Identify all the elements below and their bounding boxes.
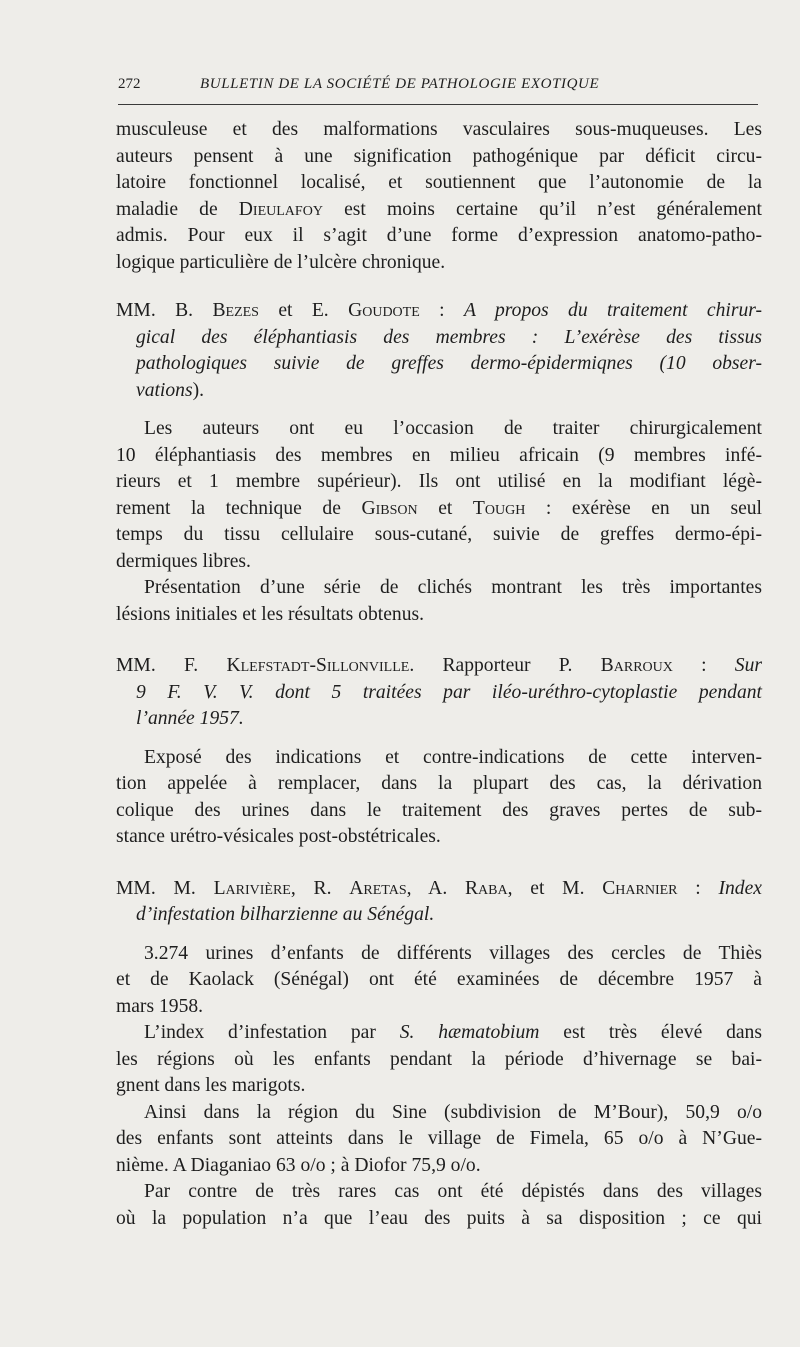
text-fragment: : exérèse en un seul (525, 497, 763, 519)
spacer (116, 404, 762, 416)
paragraph-bilharzia (116, 941, 762, 1233)
text-fragment: et E. (258, 300, 349, 321)
text-fragment: MM. M. (116, 877, 214, 899)
text-line: musculeuse et des malformations vasculaires sous-muqueuses. Les (116, 119, 762, 140)
entry-title-line: pathologiques suivie de greffes dermo-épidermiqnes (10 obser- (136, 353, 762, 374)
article-body (116, 117, 762, 1232)
text-line: latoire fonctionnel localisé, et soutiennent que l’autonomie de la (116, 172, 762, 193)
text-line: Ainsi dans la région du Sine (subdivision de M’Bour), 50,9 o/o (144, 1101, 762, 1123)
entry-heading-line (116, 298, 762, 325)
text-line: rieurs et 1 membre supérieur). Ils ont utilisé en la modifiant légè- (116, 471, 762, 492)
paragraph-indications (116, 745, 762, 851)
text-fragment: rement la technique de (116, 497, 362, 519)
spacer (116, 628, 762, 653)
spacer (116, 929, 762, 941)
text-fragment: , A. (406, 877, 465, 899)
text-line: des enfants sont atteints dans le village de Fimela, 65 o/o à N’Gue- (116, 1128, 762, 1149)
text-fragment: L’index d’infestation par (144, 1022, 400, 1043)
text-fragment: , et M. (507, 877, 603, 899)
text-line: Exposé des indications et contre-indications de cette interven- (144, 746, 762, 768)
author-name: Goudote (348, 300, 420, 321)
text-fragment: MM. F. (116, 655, 227, 676)
entry-heading-line (116, 653, 762, 680)
text-line: nième. A Diaganiao 63 o/o ; à Diofor 75,9 o/o. (116, 1154, 481, 1176)
text-fragment: : (677, 877, 719, 899)
entry-klefstadt (116, 653, 762, 733)
spacer (116, 733, 762, 745)
entry-title-line: d’infestation bilharzienne au Sénégal. (136, 904, 435, 925)
paragraph-elephantiasis (116, 416, 762, 628)
text-line (116, 1020, 762, 1047)
entry-title: vations (136, 379, 193, 401)
text-line: Les auteurs ont eu l’occasion de traiter chirurgicalement (144, 418, 762, 439)
text-fragment: . Rapporteur P. (409, 655, 601, 676)
entry-title: Sur (734, 655, 762, 676)
text-fragment: est moins certaine qu’il n’est généralement (322, 198, 762, 220)
text-fragment: ). (192, 379, 205, 401)
text-line: colique des urines dans le traitement des graves pertes de sub- (116, 799, 762, 821)
text-line: mars 1958. (116, 995, 204, 1017)
text-line: 10 éléphantiasis des membres en milieu africain (9 membres infé- (116, 444, 762, 466)
text-fragment: , R. (290, 877, 350, 899)
text-line: 3.274 urines d’enfants de différents villages des cercles de Thiès (144, 942, 762, 964)
author-name: Barroux (600, 655, 673, 676)
spacer (116, 276, 762, 298)
entry-title-line: 9 F. V. V. dont 5 traitées par iléo-uréthro-cytoplastie pendant (136, 681, 762, 703)
text-line: auteurs pensent à une signification pathogénique par déficit circu- (116, 145, 762, 167)
author-name: Larivière (213, 877, 291, 899)
author-name: Tough (472, 497, 526, 519)
text-line (116, 197, 762, 224)
text-line: logique particulière de l’ulcère chronique. (116, 251, 446, 273)
spacer (116, 851, 762, 876)
entry-title: Index (718, 877, 762, 899)
text-line: et de Kaolack (Sénégal) ont été examinées de décembre 1957 à (116, 969, 762, 990)
entry-bezes-goudote (116, 298, 762, 404)
header-rule (118, 104, 758, 105)
paragraph-malformations (116, 117, 762, 276)
author-name: Raba (464, 877, 508, 899)
running-title: BULLETIN DE LA SOCIÉTÉ DE PATHOLOGIE EXOTIQUE (200, 76, 600, 92)
text-line: Par contre de très rares cas ont été dépistés dans des villages (144, 1181, 762, 1202)
page-number: 272 (118, 76, 141, 92)
text-line: admis. Pour eux il s’agit d’une forme d’expression anatomo-patho- (116, 225, 762, 246)
author-name: Charnier (602, 877, 678, 899)
text-line: lésions initiales et les résultats obtenus. (116, 603, 425, 625)
entry-title-line: l’année 1957. (136, 708, 244, 729)
text-line: stance urétro-vésicales post-obstétricales. (116, 826, 441, 847)
text-line: dermiques libres. (116, 550, 251, 572)
text-fragment: : (419, 300, 464, 321)
author-name: Gibson (361, 497, 418, 519)
entry-heading-line (116, 876, 762, 903)
text-line (116, 496, 762, 523)
entry-lariviere (116, 876, 762, 929)
entry-title: A propos du traitement chirur- (463, 300, 763, 321)
author-name: Aretas (349, 877, 407, 899)
text-fragment: et (417, 497, 473, 519)
author-name: Dieulafoy (238, 198, 323, 220)
text-line: gnent dans les marigots. (116, 1075, 306, 1096)
text-line: Présentation d’une série de clichés montrant les très importantes (144, 577, 762, 598)
text-line: les régions où les enfants pendant la période d’hivernage se bai- (116, 1048, 762, 1070)
text-fragment: est très élevé dans (539, 1022, 762, 1043)
text-line: tion appelée à remplacer, dans la plupart des cas, la dérivation (116, 773, 762, 794)
page-header (118, 76, 758, 100)
text-fragment: maladie de (116, 198, 239, 220)
species-name: S. hæmatobium (399, 1022, 540, 1043)
text-fragment: : (672, 655, 735, 676)
text-line: où la population n’a que l’eau des puits à sa disposition ; ce qui (116, 1207, 762, 1229)
author-name: Klefstadt-Sillonville (226, 655, 410, 676)
text-line: temps du tissu cellulaire sous-cutané, suivie de greffes dermo-épi- (116, 524, 762, 545)
author-name: Bezes (212, 300, 259, 321)
entry-title-line (116, 378, 762, 405)
text-fragment: MM. B. (116, 300, 213, 321)
entry-title-line: gical des éléphantiasis des membres : L’exérèse des tissus (136, 326, 762, 348)
